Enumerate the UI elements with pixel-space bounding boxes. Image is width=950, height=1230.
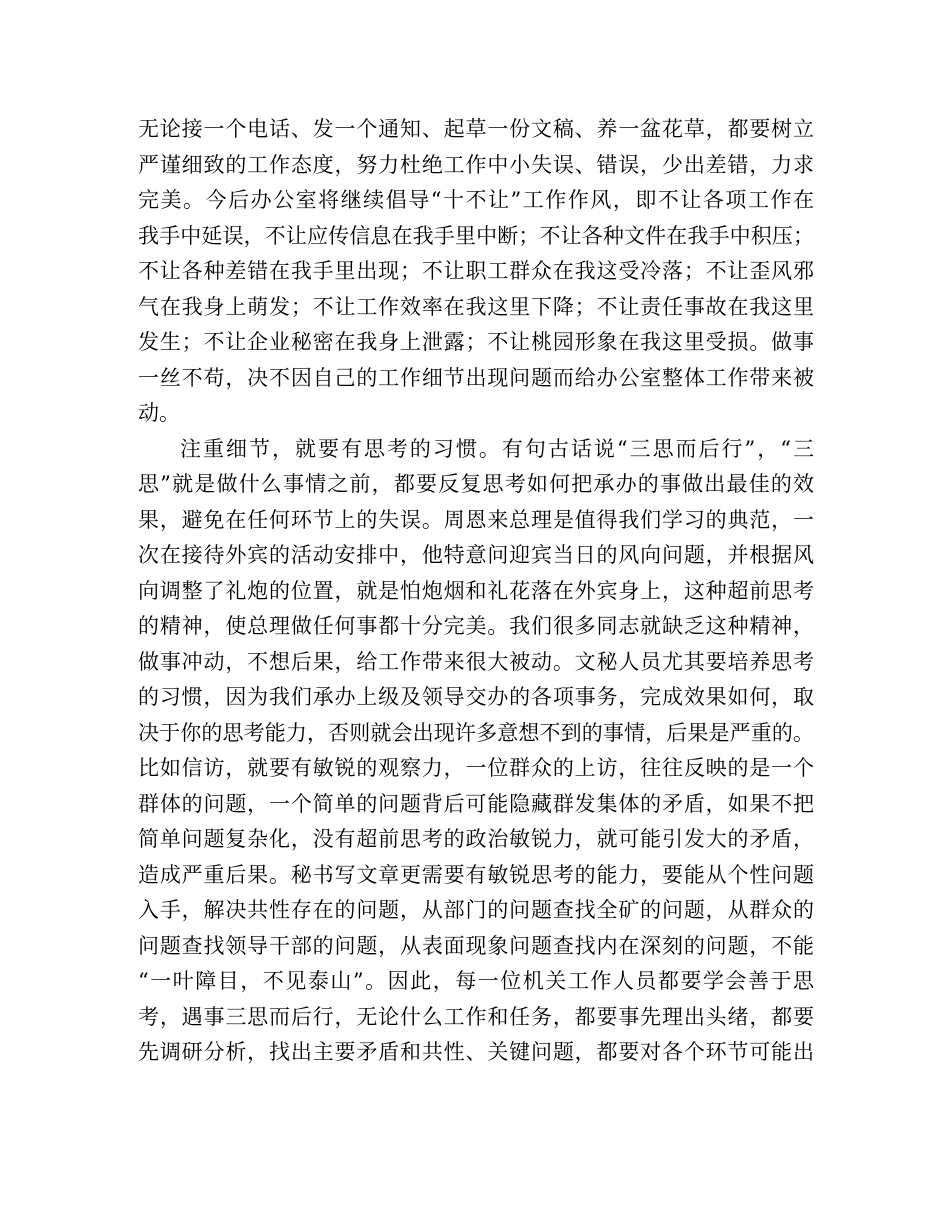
paragraph-2 — [138, 432, 814, 1071]
text-line: 严谨细致的工作态度，努力杜绝工作中小失误、错误，少出差错，力求 — [138, 152, 814, 177]
text-line: 群体的问题，一个简单的问题背后可能隐藏群发集体的矛盾，如果不把 — [138, 791, 814, 816]
text-line: 不让各种差错在我手里出现；不让职工群众在我这受冷落；不让歪风邪 — [138, 259, 814, 283]
body-text — [138, 112, 814, 1071]
text-line: 造成严重后果。秘书写文章更需要有敏锐思考的能力，要能从个性问题 — [138, 862, 814, 887]
text-line: 决于你的思考能力，否则就会出现许多意想不到的事情，后果是严重的。 — [138, 720, 814, 745]
text-line: 问题查找领导干部的问题，从表面现象问题查找内在深刻的问题，不能 — [138, 933, 814, 958]
text-line: 次在接待外宾的活动安排中，他特意问迎宾当日的风向问题，并根据风 — [138, 543, 814, 567]
text-line: “一叶障目，不见泰山”。因此，每一位机关工作人员都要学会善于思 — [138, 969, 814, 993]
text-line: 一丝不苟，决不因自己的工作细节出现问题而给办公室整体工作带来被 — [138, 365, 814, 390]
text-line: 的习惯，因为我们承办上级及领导交办的各项事务，完成效果如何，取 — [138, 685, 814, 709]
text-line: 的精神，使总理做任何事都十分完美。我们很多同志就缺乏这种精神， — [138, 614, 814, 638]
text-line: 发生；不让企业秘密在我身上泄露；不让桃园形象在我这里受损。做事 — [138, 330, 814, 354]
text-line: 我手中延误，不让应传信息在我手里中断；不让各种文件在我手中积压； — [138, 223, 814, 248]
text-line: 向调整了礼炮的位置，就是怕炮烟和礼花落在外宾身上，这种超前思考 — [138, 578, 814, 603]
text-line: 思”就是做什么事情之前，都要反复思考如何把承办的事做出最佳的效 — [138, 472, 814, 496]
paragraph-1 — [138, 112, 814, 432]
text-line: 气在我身上萌发；不让工作效率在我这里下降；不让责任事故在我这里 — [138, 294, 814, 319]
text-line: 动。 — [138, 401, 180, 425]
text-line: 简单问题复杂化，没有超前思考的政治敏锐力，就可能引发大的矛盾， — [138, 827, 814, 851]
text-line: 考，遇事三思而后行，无论什么工作和任务，都要事先理出头绪，都要 — [138, 1004, 814, 1029]
text-line: 完美。今后办公室将继续倡导“十不让”工作作风，即不让各项工作在 — [138, 188, 814, 212]
text-line: 做事冲动，不想后果，给工作带来很大被动。文秘人员尤其要培养思考 — [138, 649, 814, 674]
text-line: 果，避免在任何环节上的失误。周恩来总理是值得我们学习的典范，一 — [138, 507, 814, 532]
text-line: 无论接一个电话、发一个通知、起草一份文稿、养一盆花草，都要树立 — [138, 117, 814, 141]
text-line: 先调研分析，找出主要矛盾和共性、关键问题，都要对各个环节可能出 — [138, 1040, 814, 1064]
text-line: 入手，解决共性存在的问题，从部门的问题查找全矿的问题，从群众的 — [138, 898, 814, 922]
text-line: 比如信访，就要有敏锐的观察力，一位群众的上访，往往反映的是一个 — [138, 756, 814, 780]
text-line: 注重细节，就要有思考的习惯。有句古话说“三思而后行”，“三 — [180, 436, 814, 461]
